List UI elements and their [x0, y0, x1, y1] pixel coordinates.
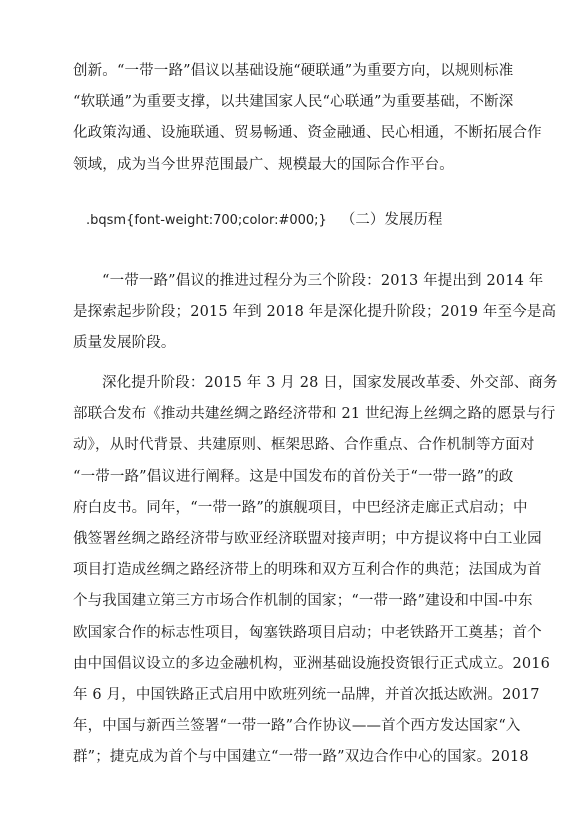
- paragraph-deepening-stage: [73, 368, 558, 773]
- text-line: 质量发展阶段。: [73, 335, 176, 352]
- text-line: 深化提升阶段：2015 年 3 月 28 日，国家发展改革委、外交部、商务: [102, 375, 558, 391]
- section-heading: [86, 205, 442, 236]
- paragraph-intro: [73, 56, 542, 181]
- text-line: 是探索起步阶段；2015 年到 2018 年是深化提升阶段；2019 年至今是高: [73, 304, 557, 321]
- text-line: 化政策沟通、设施联通、贸易畅通、资金融通、民心相通，不断拓展合作: [73, 125, 542, 142]
- text-line: 欧国家合作的标志性项目，匈塞铁路项目启动；中老铁路开工奠基；首个: [73, 624, 542, 641]
- text-line: 群”；捷克成为首个与中国建立“一带一路”双边合作中心的国家。2018: [73, 749, 529, 766]
- text-line: 创新。“一带一路”倡议以基础设施“硬联通”为重要方向，以规则标准: [73, 63, 514, 79]
- text-line: 由中国倡议设立的多边金融机构，亚洲基础设施投资银行正式成立。2016: [73, 655, 550, 672]
- section-title: （二）发展历程: [340, 212, 443, 228]
- text-line: “一带一路”倡议的推进过程分为三个阶段：2013 年提出到 2014 年: [102, 273, 544, 289]
- text-line: 项目打造成丝绸之路经济带上的明珠和双方互利合作的典范；法国成为首: [73, 562, 542, 579]
- text-line: “一带一路”倡议进行阐释。这是中国发布的首份关于“一带一路”的政: [73, 468, 514, 485]
- text-line: “软联通”为重要支撑，以共建国家人民“心联通”为重要基础，不断深: [73, 94, 514, 111]
- text-line: 年，中国与新西兰签署“一带一路”合作协议——首个西方发达国家“入: [73, 718, 521, 735]
- text-line: 府白皮书。同年，“一带一路”的旗舰项目，中巴经济走廊正式启动；中: [73, 499, 528, 516]
- text-line: 部联合发布《推动共建丝绸之路经济带和 21 世纪海上丝绸之路的愿景与行: [73, 406, 556, 423]
- text-line: 领域，成为当今世界范围最广、规模最大的国际合作平台。: [73, 156, 454, 173]
- text-line: 个与我国建立第三方市场合作机制的国家；“一带一路”建设和中国-中东: [73, 593, 533, 610]
- text-line: 动》，从时代背景、共建原则、框架思路、合作重点、合作机制等方面对: [73, 437, 535, 454]
- paragraph-stages: [73, 266, 557, 360]
- text-line: 年 6 月，中国铁路正式启用中欧班列统一品牌，并首次抵达欧洲。2017: [73, 686, 540, 703]
- leaked-css-text: .bqsm{font-weight:700;color:#000;}: [86, 213, 327, 228]
- text-line: 俄签署丝绸之路经济带与欧亚经济联盟对接声明；中方提议将中白工业园: [73, 530, 542, 547]
